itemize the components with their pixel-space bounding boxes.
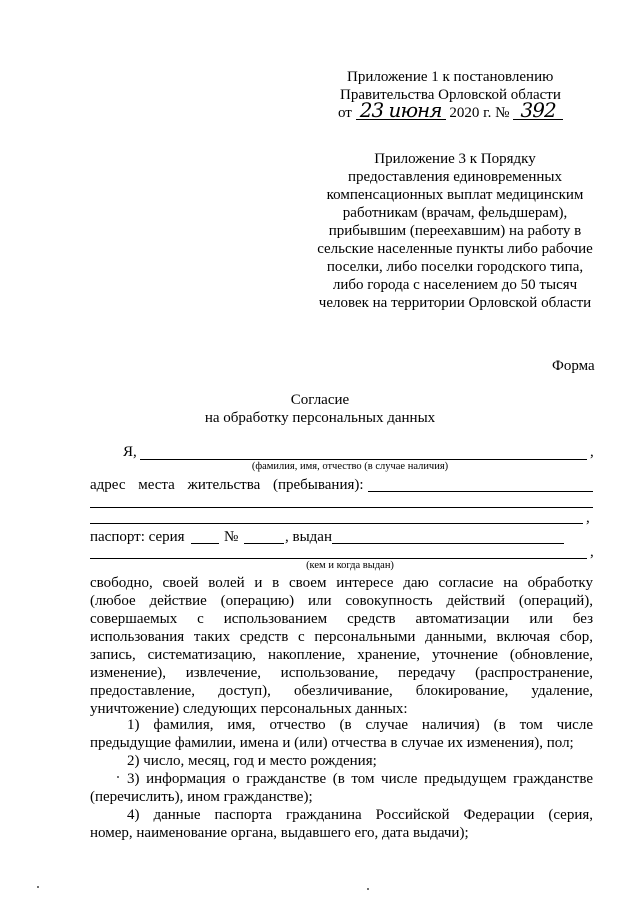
scan-speck	[367, 888, 369, 890]
passport-series-input[interactable]	[191, 543, 219, 544]
item-rest-line: предыдущие фамилии, имена и (или) отчества в случае их изменения), пол;	[90, 735, 574, 751]
from-prefix: от	[338, 105, 352, 121]
appendix3-line: человек на территории Орловской области	[318, 295, 592, 311]
appendix3-line: поселки, либо поселки городского типа,	[326, 259, 584, 275]
item-first-line: 4) данные паспорта гражданина Российской Федерации (серия,	[127, 807, 593, 823]
document-title	[150, 391, 490, 427]
scan-speck	[37, 886, 39, 888]
list-item	[90, 770, 593, 806]
issued-by-input-line-2[interactable]	[90, 558, 587, 559]
passport-number-input[interactable]	[244, 543, 284, 544]
title-line2: на обработку персональных данных	[204, 410, 436, 426]
appendix1-date-line	[338, 98, 563, 122]
item-rest-line: номер, наименование органа, выдавшего его, дата выдачи);	[90, 825, 469, 841]
address-label: адрес места жительства (пребывания):	[90, 477, 364, 493]
appendix3-line: либо города с населением до 50 тысяч	[332, 277, 578, 293]
body-line: совершаемых с использованием средств автоматизации или без	[90, 611, 593, 627]
address-input-line-3[interactable]	[90, 523, 583, 524]
body-line: свободно, своей волей и в своем интересе даю согласие на обработку	[90, 575, 593, 591]
appendix3-block	[300, 150, 610, 312]
scan-speck	[117, 776, 119, 778]
appendix3-line: работникам (врачам, фельдшерам),	[342, 205, 568, 221]
body-line: (любое действие (операцию) или совокупность действий (операций),	[90, 593, 593, 609]
form-label: Форма	[552, 358, 595, 374]
issued-hint: (кем и когда выдан)	[306, 560, 394, 571]
body-line: запись, систематизацию, накопление, хранение, уточнение (обновление,	[90, 647, 593, 663]
item-rest-line: (перечислить), ином гражданстве);	[90, 789, 313, 805]
address-input-line-1[interactable]	[368, 491, 593, 492]
appendix3-line: Приложение 3 к Порядку	[374, 151, 536, 167]
year-number-label: 2020 г. №	[449, 105, 510, 121]
appendix3-line: компенсационных выплат медицинским	[326, 187, 584, 203]
item-first-line: 2) число, месяц, год и место рождения;	[127, 753, 377, 769]
body-line: изменение), извлечение, использование, передачу (распространение,	[90, 665, 593, 681]
address-input-line-2[interactable]	[90, 507, 593, 508]
appendix1-line1: Приложение 1 к постановлению	[347, 69, 554, 85]
appendix3-line: сельские населенные пункты либо рабочие	[317, 241, 593, 257]
title-line1: Согласие	[290, 392, 350, 408]
handwritten-number: 392	[513, 101, 563, 120]
list-item	[90, 806, 593, 842]
passport-number-label: №	[224, 529, 239, 545]
appendix3-line: предоставления единовременных	[348, 169, 562, 185]
list-item	[90, 716, 593, 752]
issued-by-input-line-1[interactable]	[332, 543, 564, 544]
passport-series-label: паспорт: серия	[90, 529, 185, 545]
name-hint: (фамилия, имя, отчество (в случае наличия)	[251, 461, 449, 472]
appendix3-line: прибывшим (переехавшим) на работу в	[328, 223, 582, 239]
handwritten-date: 23 июня	[356, 101, 446, 120]
i-label: Я,	[123, 444, 137, 460]
consent-body	[90, 574, 593, 718]
name-line-comma: ,	[590, 444, 594, 460]
body-line: использования таких средств с персональными данными, включая сбор,	[90, 629, 593, 645]
address-comma: ,	[586, 510, 590, 526]
data-items-list	[90, 716, 593, 842]
list-item	[90, 752, 593, 770]
issued-by-label: , выдан	[285, 529, 332, 545]
body-line: предоставление, доступ), обезличивание, блокирование, удаление,	[90, 683, 593, 699]
body-last-line: уничтожение) следующих персональных данных:	[90, 701, 408, 717]
name-input-line[interactable]	[140, 459, 587, 460]
issued-by-comma: ,	[590, 544, 594, 560]
appendix1-line2: Правительства Орловской области	[340, 87, 561, 103]
item-first-line: 1) фамилия, имя, отчество (в случае наличия) (в том числе	[127, 717, 593, 733]
item-first-line: 3) информация о гражданстве (в том числе предыдущем гражданстве	[127, 771, 593, 787]
